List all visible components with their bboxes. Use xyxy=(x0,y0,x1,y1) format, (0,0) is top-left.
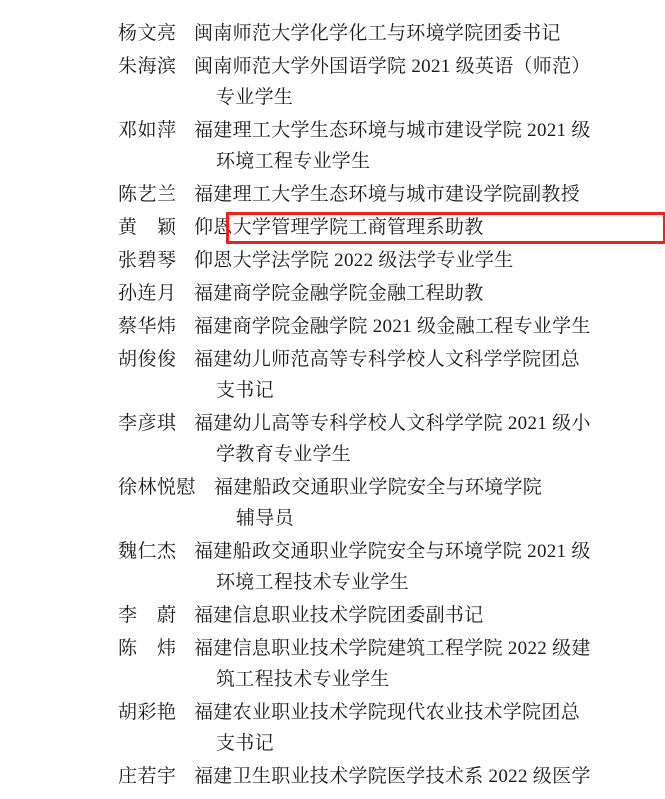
affiliation-line: 福建船政交通职业学院安全与环境学院 2021 级 xyxy=(194,541,591,562)
person-affiliation xyxy=(194,761,607,792)
affiliation-line: 福建信息职业技术学院建筑工程学院 2022 级建 xyxy=(194,638,591,659)
list-item xyxy=(118,600,607,631)
person-name xyxy=(118,633,194,664)
person-name-text: 黄 颖 xyxy=(118,217,177,238)
list-item xyxy=(118,51,607,113)
person-name: 陈艺兰 xyxy=(118,184,177,205)
person-name-text: 李 蔚 xyxy=(118,605,177,626)
affiliation-line: 专业学生 xyxy=(216,87,294,108)
person-name: 李彦琪 xyxy=(118,413,177,434)
affiliation-line: 闽南师范大学化学化工与环境学院团委书记 xyxy=(194,23,561,44)
affiliation-line: 福建幼儿师范高等专科学校人文科学学院团总 xyxy=(194,349,581,370)
list-item-highlighted xyxy=(118,212,607,243)
person-name: 孙连月 xyxy=(118,283,177,304)
affiliation-line: 支书记 xyxy=(216,733,274,754)
person-name xyxy=(118,212,194,243)
person-affiliation xyxy=(194,600,607,631)
affiliation-line: 福建商学院金融学院 2021 级金融工程专业学生 xyxy=(194,316,591,337)
person-affiliation xyxy=(194,536,607,598)
person-affiliation xyxy=(194,697,607,759)
person-affiliation xyxy=(214,472,607,534)
affiliation-line: 仰恩大学管理学院工商管理系助教 xyxy=(194,217,484,238)
affiliation-line: 福建农业职业技术学院现代农业技术学院团总 xyxy=(194,702,581,723)
person-name-text: 陈 炜 xyxy=(118,638,177,659)
person-affiliation xyxy=(194,278,607,309)
affiliation-line: 辅导员 xyxy=(236,508,294,529)
person-name: 蔡华炜 xyxy=(118,316,177,337)
affiliation-line: 学教育专业学生 xyxy=(216,444,352,465)
person-name xyxy=(118,600,194,631)
affiliation-line: 支书记 xyxy=(216,380,274,401)
list-item xyxy=(118,311,607,342)
affiliation-line: 环境工程专业学生 xyxy=(216,151,371,172)
list-item xyxy=(118,761,607,792)
list-item xyxy=(118,344,607,406)
person-affiliation xyxy=(194,18,607,49)
person-affiliation xyxy=(194,408,607,470)
person-name: 胡俊俊 xyxy=(118,349,177,370)
list-item xyxy=(118,115,607,177)
person-name: 杨文亮 xyxy=(118,23,177,44)
list-item xyxy=(118,245,607,276)
affiliation-line: 福建理工大学生态环境与城市建设学院副教授 xyxy=(194,184,581,205)
affiliation-line: 仰恩大学法学院 2022 级法学专业学生 xyxy=(194,250,514,271)
person-affiliation xyxy=(194,344,607,406)
person-name: 魏仁杰 xyxy=(118,541,177,562)
list-item xyxy=(118,179,607,210)
person-affiliation xyxy=(194,245,607,276)
affiliation-line: 福建信息职业技术学院团委副书记 xyxy=(194,605,484,626)
person-affiliation xyxy=(194,212,607,243)
list-item xyxy=(118,278,607,309)
person-name: 朱海滨 xyxy=(118,56,177,77)
list-item xyxy=(118,633,607,695)
person-affiliation xyxy=(194,51,607,113)
list-item xyxy=(118,472,607,534)
list-item xyxy=(118,18,607,49)
affiliation-line: 福建幼儿高等专科学校人文科学学院 2021 级小 xyxy=(194,413,591,434)
person-name: 邓如萍 xyxy=(118,120,177,141)
list-item xyxy=(118,697,607,759)
person-name: 徐林悦慰 xyxy=(118,477,197,498)
affiliation-line: 环境工程技术专业学生 xyxy=(216,572,410,593)
list-item xyxy=(118,408,607,470)
person-name: 张碧琴 xyxy=(118,250,177,271)
affiliation-line: 福建船政交通职业学院安全与环境学院 xyxy=(214,477,543,498)
affiliation-line: 闽南师范大学外国语学院 2021 级英语（师范） xyxy=(194,56,591,77)
list-item xyxy=(118,536,607,598)
person-affiliation xyxy=(194,115,607,177)
person-name: 胡彩艳 xyxy=(118,702,177,723)
affiliation-line: 福建理工大学生态环境与城市建设学院 2021 级 xyxy=(194,120,591,141)
affiliation-line: 筑工程技术专业学生 xyxy=(216,669,390,690)
affiliation-line: 福建卫生职业技术学院医学技术系 2022 级医学 xyxy=(194,766,591,787)
person-affiliation xyxy=(194,179,607,210)
person-affiliation xyxy=(194,311,607,342)
person-affiliation xyxy=(194,633,607,695)
affiliation-line: 福建商学院金融学院金融工程助教 xyxy=(194,283,484,304)
person-name: 庄若宇 xyxy=(118,766,177,787)
